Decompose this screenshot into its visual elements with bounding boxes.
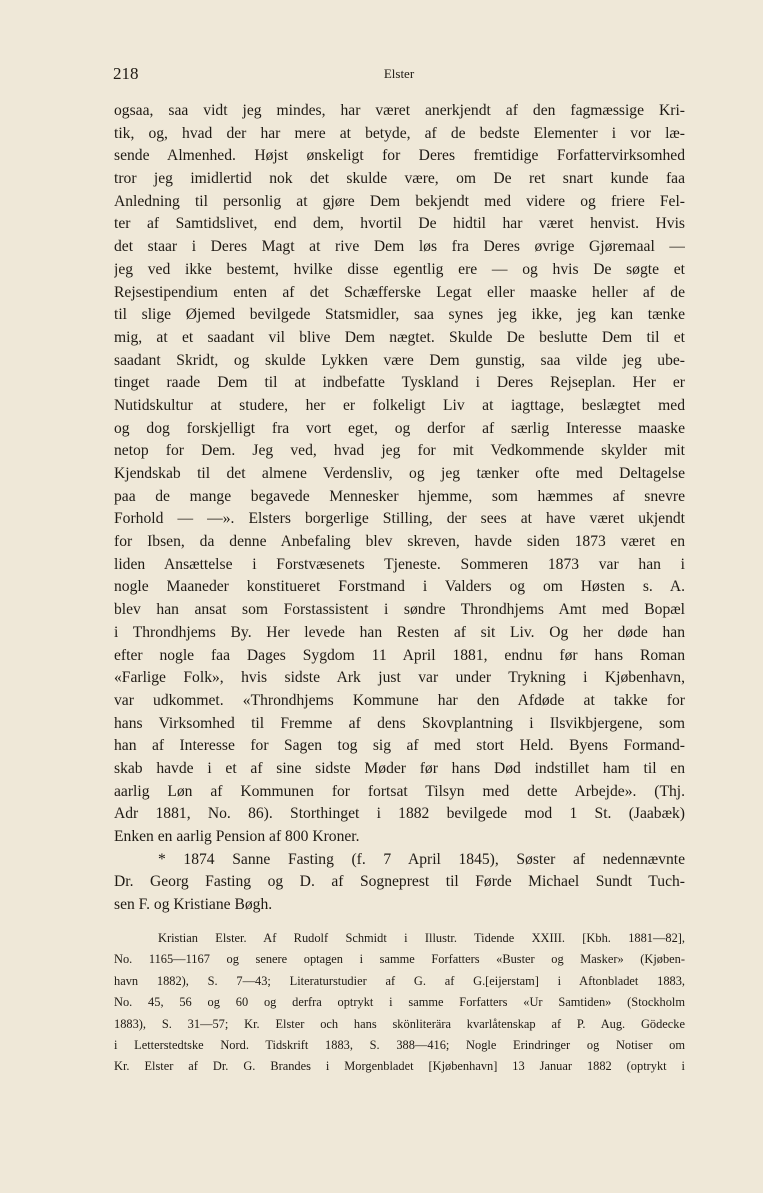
text-line: sende Almenhed. Højst ønskeligt for Deres fremtidige Forfattervirksomhed — [114, 147, 685, 165]
text-line: ter af Samtidslivet, end dem, hvortil De hidtil har været henvist. Hvis — [114, 215, 685, 233]
page-header — [113, 64, 685, 88]
text-line: nogle Maaneder konstitueret Forstmand i Valders og om Høsten s. A. — [114, 578, 685, 596]
text-line: Kjendskab til det almene Verdensliv, og jeg tænker ofte med Deltagelse — [114, 465, 685, 482]
text-line: det staar i Deres Magt at rive Dem løs fra Deres øvrige Gjøremaal — — [114, 238, 685, 256]
text-line: hans Virksomhed til Fremme af dens Skovplantning i Ilsvikbjergene, som — [114, 714, 685, 732]
text-line: skab havde i et af sine sidste Møder før hans Død indstillet ham til en — [114, 759, 685, 777]
text-line: ogsaa, saa vidt jeg mindes, har været anerkjendt af den fagmæssige Kri- — [114, 102, 685, 119]
text-line: saadant Skridt, og skulde Lykken være Dem gunstig, saa vilde jeg ube- — [114, 351, 685, 369]
footnote-line: Kr. Elster af Dr. G. Brandes i Morgenbladet [Kjøbenhavn] 13 Januar 1882 (optrykt i — [114, 1059, 685, 1074]
text-line: tror jeg imidlertid nok det skulde være, om De ret snart kunde faa — [114, 170, 685, 188]
running-head: Elster — [383, 66, 415, 81]
footnote-line: i Letterstedtske Nord. Tidskrift 1883, S. 388—416; Nogle Erindringer og Notiser om — [114, 1037, 685, 1052]
text-line: Forhold — —». Elsters borgerlige Stilling, der sees at have været ukjendt — [114, 510, 685, 528]
text-line: Anledning til personlig at gjøre Dem bekjendt med videre og friere Fel- — [114, 192, 685, 210]
text-line: paa de mange begavede Mennesker hjemme, som hæmmes af snevre — [114, 487, 685, 505]
text-line: blev han ansat som Forstassistent i søndre Throndhjems Amt med Bopæl — [114, 601, 685, 619]
footnote-line: havn 1882), S. 7—43; Literaturstudier af G. af G.[eijerstam] i Aftonbladet 1883, — [114, 973, 685, 988]
text-line: i Throndhjems By. Her levede han Resten af sit Liv. Og her døde han — [114, 623, 685, 641]
text-line: netop for Dem. Jeg ved, hvad jeg for mit Vedkommende skylder mit — [114, 442, 685, 460]
text-line: til slige Øjemed bevilgede Statsmidler, saa synes jeg ikke, jeg kan tænke — [114, 306, 685, 324]
footnote-line: 1883), S. 31—57; Kr. Elster och hans skönliterära kvarlåtenskap af P. Aug. Gödecke — [114, 1016, 685, 1031]
text-line: Rejsestipendium enten af det Schæfferske Legat eller maaske heller af de — [114, 283, 685, 301]
body-text — [114, 100, 685, 917]
page-number: 218 — [113, 64, 139, 83]
text-line: jeg ved ikke bestemt, hvilke disse egentlig ere — og hvis De søgte et — [114, 260, 685, 278]
text-line: var udkommet. «Throndhjems Kommune har den Afdøde at takke for — [114, 691, 685, 709]
text-line: «Farlige Folk», hvis sidste Ark just var under Trykning i Kjøbenhavn, — [114, 669, 685, 687]
text-line: for Ibsen, da denne Anbefaling blev skreven, havde siden 1873 været en — [114, 533, 685, 551]
text-line: tinget raade Dem til at indbefatte Tyskland i Deres Rejseplan. Her er — [114, 374, 685, 392]
note-line: Dr. Georg Fasting og D. af Sogneprest til Førde Michael Sundt Tuch- — [114, 873, 685, 891]
note-line: sen F. og Kristiane Bøgh. — [114, 896, 273, 914]
text-line: Adr 1881, No. 86). Storthinget i 1882 bevilgede mod 1 St. (Jaabæk) — [114, 805, 685, 823]
text-line: han af Interesse for Sagen tog sig af med stort Held. Byens Formand- — [114, 737, 685, 755]
text-line: tik, og, hvad der har mere at betyde, af de bedste Elementer i vor læ- — [114, 124, 685, 142]
footnote-line: No. 1165—1167 og senere optagen i samme Forfatters «Buster og Masker» (Kjøben- — [114, 952, 685, 967]
text-line: mig, at et saadant vil blive Dem nægtet. Skulde De beslutte Dem til et — [114, 328, 685, 346]
footnote-line: No. 45, 56 og 60 og derfra optrykt i samme Forfatters «Ur Samtiden» (Stockholm — [114, 995, 685, 1010]
text-line: Nutidskultur at studere, her er folkeligt Liv at iagttage, beslægtet med — [114, 396, 685, 414]
text-line: efter nogle faa Dages Sygdom 11 April 1881, endnu før hans Roman — [114, 646, 685, 664]
footnote-line: Kristian Elster. Af Rudolf Schmidt i Illustr. Tidende XXIII. [Kbh. 1881—82], — [158, 931, 685, 945]
note-line: * 1874 Sanne Fasting (f. 7 April 1845), Søster af nedennævnte — [158, 850, 685, 868]
text-line: liden Ansættelse i Forstvæsenets Tjeneste. Sommeren 1873 var han i — [114, 555, 685, 573]
text-line: og dog forskjelligt fra vort eget, og derfor af særlig Interesse maaske — [114, 419, 685, 437]
text-line: Enken en aarlig Pension af 800 Kroner. — [114, 828, 360, 845]
bibliography-footnotes — [114, 928, 685, 1078]
text-line: aarlig Løn af Kommunen for fortsat Tilsyn med dette Arbejde». (Thj. — [114, 782, 685, 800]
